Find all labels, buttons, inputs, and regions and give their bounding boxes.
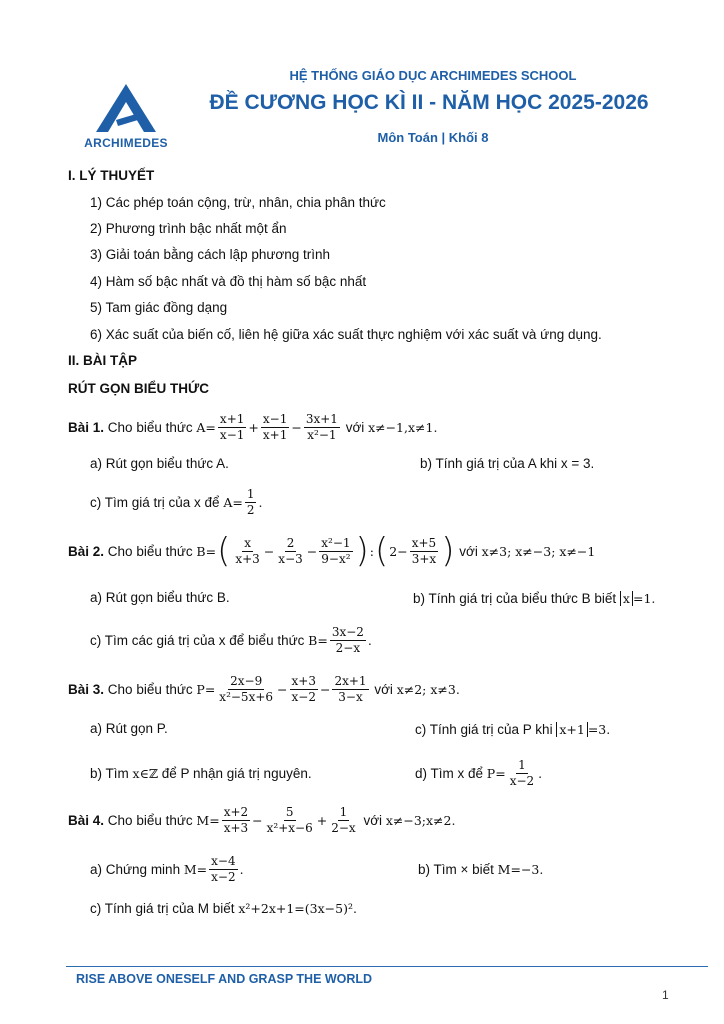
exercise-2-part-a: a) Rút gọn biểu thức B. [90, 590, 230, 605]
expr-lhs: M= [196, 812, 220, 828]
numerator: x [244, 535, 251, 550]
part-text: b) Tìm × biết [418, 861, 494, 877]
fraction [233, 536, 261, 567]
fraction [218, 412, 246, 443]
fraction [410, 536, 438, 567]
intro-text: Cho biểu thức [107, 543, 193, 559]
denominator: x²−1 [307, 427, 337, 442]
theory-item: 3) Giải toán bằng cách lập phương trình [90, 247, 331, 262]
numerator: x+1 [219, 411, 245, 426]
denominator: x−1 [219, 427, 245, 442]
denominator: x+3 [223, 820, 249, 835]
equation: M=−3. [497, 861, 544, 877]
denominator: x²−5x+6 [219, 689, 274, 704]
operator: − [277, 681, 288, 697]
theory-heading: I. LÝ THUYẾT [68, 168, 155, 183]
exercise-1-statement [68, 407, 437, 447]
punctuation: . [367, 632, 372, 648]
right-paren-icon: ) [441, 531, 455, 571]
part-text: b) Tính giá trị của biểu thức B biết [413, 590, 617, 606]
exercise-3-part-a: a) Rút gọn P. [90, 721, 168, 736]
punctuation: . [239, 861, 244, 877]
expr-part: 2− [389, 543, 408, 559]
denominator: 2−x [331, 820, 356, 835]
intro-text: Cho biểu thức [107, 419, 193, 435]
exercise-1-part-a: a) Rút gọn biểu thức A. [90, 456, 229, 471]
numerator: 3x−2 [331, 624, 364, 639]
exercises-heading: II. BÀI TẬP [68, 353, 138, 368]
fraction [217, 674, 275, 705]
condition-word: với [374, 681, 393, 697]
expr-lhs: P= [486, 765, 506, 781]
exercise-3-statement [68, 669, 460, 709]
numerator: 5 [285, 804, 294, 819]
archimedes-logo-icon [90, 82, 162, 134]
page-number: 1 [662, 988, 669, 1002]
expr-lhs: P= [196, 681, 216, 697]
fraction [245, 487, 257, 518]
absolute-value: x [620, 591, 633, 606]
logo-text: ARCHIMEDES [84, 136, 168, 150]
fraction [209, 854, 237, 885]
operator: + [248, 419, 259, 435]
exercise-2-statement [68, 530, 595, 572]
left-paren-icon: ( [375, 531, 389, 571]
fraction [508, 758, 536, 789]
denominator: 2 [246, 502, 255, 517]
fraction [261, 412, 289, 443]
theory-item: 5) Tam giác đồng dạng [90, 300, 228, 315]
exercise-1-part-b: b) Tính giá trị của A khi x = 3. [420, 456, 595, 471]
denominator: x+1 [262, 427, 288, 442]
expr-lhs: A= [196, 419, 216, 435]
right-paren-icon: ) [355, 531, 369, 571]
operator: − [306, 543, 318, 559]
exercise-label: Bài 1. [68, 419, 105, 435]
theory-item: 2) Phương trình bậc nhất một ẩn [90, 221, 287, 236]
exercise-1-part-c [90, 482, 262, 522]
condition: x≠−1,x≠1. [368, 419, 438, 435]
exercise-2-part-b [413, 587, 655, 609]
fraction [329, 805, 357, 836]
condition: x≠3; x≠−3; x≠−1 [481, 543, 596, 559]
operator: : [369, 543, 375, 559]
denominator: 3+x [411, 551, 437, 566]
expr-part: =3. [587, 721, 611, 737]
operator: − [263, 543, 275, 559]
school-name: HỆ THỐNG GIÁO DỤC ARCHIMEDES SCHOOL [289, 68, 577, 83]
part-text: d) Tìm x để [415, 765, 484, 781]
operator: − [291, 419, 302, 435]
fraction [304, 412, 340, 443]
fraction [222, 805, 250, 836]
denominator: x−2 [291, 689, 316, 704]
expr-lhs: B= [196, 543, 217, 559]
condition-word: với [363, 812, 383, 828]
punctuation: . [538, 765, 543, 781]
numerator: x−1 [262, 411, 288, 426]
numerator: 1 [246, 486, 255, 501]
intro-text: Cho biểu thức [107, 681, 193, 697]
numerator: 2 [286, 535, 295, 550]
school-logo [90, 82, 162, 139]
intro-text: Cho biểu thức [107, 812, 193, 828]
denominator: x+3 [235, 551, 260, 566]
exercise-3-part-b [90, 762, 312, 784]
numerator: x+3 [291, 673, 316, 688]
exercise-4-statement [68, 800, 455, 840]
numerator: x²−1 [321, 535, 351, 550]
condition: x≠2; x≠3. [396, 681, 460, 697]
part-text: c) Tìm các giá trị của x để biểu thức [90, 632, 305, 648]
footer-motto: RISE ABOVE ONESELF AND GRASP THE WORLD [76, 972, 373, 986]
denominator: 3−x [338, 689, 363, 704]
exercise-4-part-b [418, 858, 543, 880]
numerator: 1 [518, 757, 526, 772]
fraction [276, 536, 304, 567]
set-notation: x∈ℤ [132, 765, 158, 781]
denominator: x−3 [278, 551, 303, 566]
numerator: 1 [339, 804, 348, 819]
denominator: x²+x−6 [266, 820, 313, 835]
fraction [330, 625, 366, 656]
theory-item: 6) Xác suất của biến cố, liên hệ giữa xác suất thực nghiệm với xác suất và ứng dụng. [90, 327, 602, 342]
exercise-4-part-c [90, 897, 357, 919]
denominator: 2−x [335, 640, 361, 655]
denominator: x−2 [211, 869, 236, 884]
page-title: ĐỀ CƯƠNG HỌC KÌ II - NĂM HỌC 2025-2026 [209, 91, 649, 114]
part-text: a) Chứng minh [90, 861, 181, 877]
denominator: x−2 [509, 773, 535, 788]
condition: x≠−3;x≠2. [385, 812, 456, 828]
exercise-3-part-c [415, 718, 610, 740]
absolute-value: x+1 [556, 722, 587, 737]
footer-divider [66, 966, 708, 967]
left-paren-icon: ( [217, 531, 231, 571]
expr-lhs: A= [223, 494, 243, 510]
punctuation: . [258, 494, 263, 510]
numerator: x+2 [223, 804, 249, 819]
expr-lhs: B= [308, 632, 328, 648]
part-text: để P nhận giá trị nguyên. [161, 765, 312, 781]
numerator: x+5 [411, 535, 437, 550]
exercise-label: Bài 4. [68, 812, 105, 828]
denominator: 9−x² [321, 551, 351, 566]
part-text: c) Tìm giá trị của x để [90, 494, 220, 510]
theory-item: 1) Các phép toán cộng, trừ, nhân, chia phân thức [90, 195, 386, 210]
condition-word: với [345, 419, 365, 435]
operator: + [316, 812, 328, 828]
fraction [332, 674, 368, 705]
part-text: c) Tính giá trị của M biết [90, 900, 235, 916]
operator: − [319, 681, 331, 697]
expr-part: =1. [632, 590, 656, 606]
exercise-3-part-d [415, 753, 542, 793]
exercise-2-part-c [90, 620, 372, 660]
numerator: 2x+1 [334, 673, 367, 688]
condition-word: với [459, 543, 478, 559]
expr-lhs: M= [183, 861, 208, 877]
numerator: x−4 [211, 853, 236, 868]
part-text: b) Tìm [90, 765, 129, 781]
operator: − [252, 812, 263, 828]
exercise-label: Bài 2. [68, 543, 105, 559]
part-text: c) Tính giá trị của P khi [415, 721, 553, 737]
exercise-label: Bài 3. [68, 681, 105, 697]
exercises-subheading: RÚT GỌN BIỂU THỨC [68, 381, 209, 396]
fraction [265, 805, 315, 836]
numerator: 2x−9 [230, 673, 263, 688]
equation: x²+2x+1=(3x−5)². [238, 900, 357, 916]
fraction [319, 536, 352, 567]
numerator: 3x+1 [305, 411, 338, 426]
theory-item: 4) Hàm số bậc nhất và đồ thị hàm số bậc nhất [90, 274, 367, 289]
fraction [290, 674, 318, 705]
exercise-4-part-a [90, 849, 244, 889]
subject-grade: Môn Toán | Khối 8 [377, 130, 489, 145]
